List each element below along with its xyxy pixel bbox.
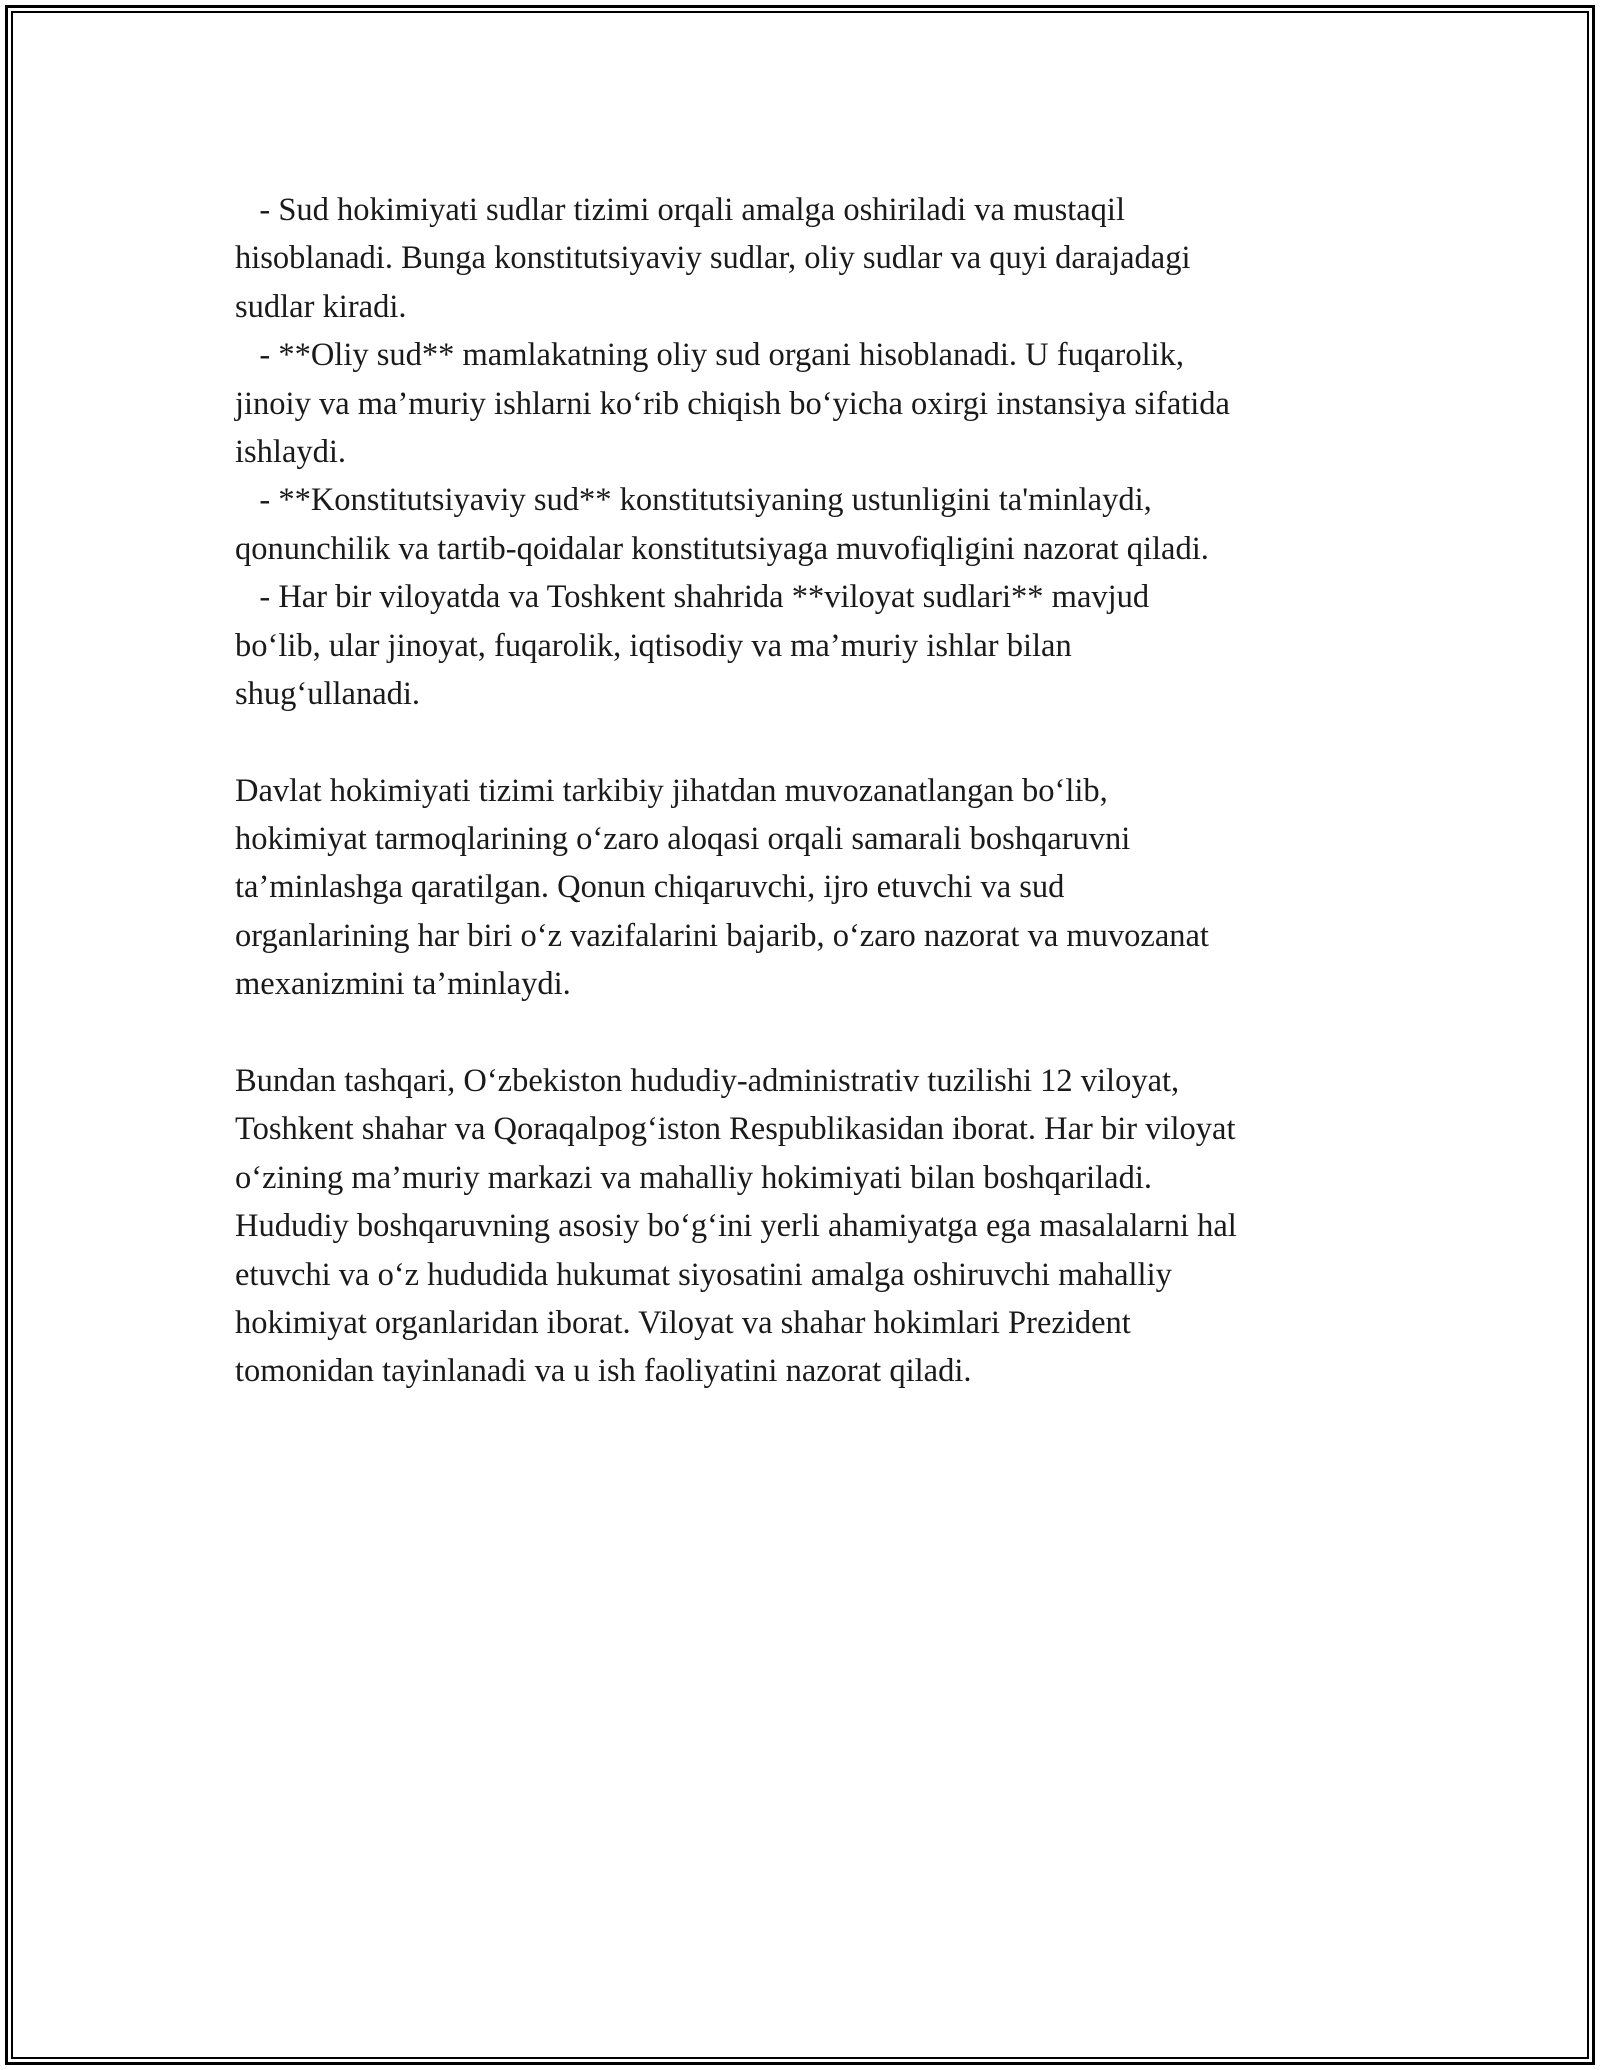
territorial-section bbox=[235, 1057, 1375, 1396]
text-line: etuvchi va o‘z hududida hukumat siyosatini amalga oshiruvchi mahalliy bbox=[235, 1256, 1172, 1293]
paragraph-gap bbox=[235, 1009, 1375, 1057]
text-line: - **Konstitutsiyaviy sud** konstitutsiyaning ustunligini ta'minlaydi, bbox=[235, 482, 1152, 519]
text-line: hokimiyat tarmoqlarining o‘zaro aloqasi orqali samarali boshqaruvni bbox=[235, 821, 1131, 858]
text-line: jinoiy va ma’muriy ishlarni ko‘rib chiqish bo‘yicha oxirgi instansiya sifatida bbox=[235, 385, 1230, 422]
text-line: Hududiy boshqaruvning asosiy bo‘g‘ini yerli ahamiyatga ega masalalarni hal bbox=[235, 1208, 1237, 1245]
document-body bbox=[235, 186, 1375, 1396]
text-line: - Sud hokimiyati sudlar tizimi orqali amalga oshiriladi va mustaqil bbox=[235, 192, 1125, 228]
text-line: Toshkent shahar va Qoraqalpog‘iston Respublikasidan iborat. Har bir viloyat bbox=[235, 1111, 1236, 1148]
text-line: ishlaydi. bbox=[235, 433, 347, 470]
balance-section bbox=[235, 767, 1375, 1009]
text-line: mexanizmini ta’minlaydi. bbox=[235, 966, 571, 1003]
text-line: hokimiyat organlaridan iborat. Viloyat va shahar hokimlari Prezident bbox=[235, 1304, 1131, 1341]
paragraph-gap bbox=[235, 718, 1375, 766]
text-line: hisoblanadi. Bunga konstitutsiyaviy sudlar, oliy sudlar va quyi darajadagi bbox=[235, 240, 1191, 277]
text-line: Bundan tashqari, O‘zbekiston hududiy-administrativ tuzilishi 12 viloyat, bbox=[235, 1063, 1180, 1100]
text-line: o‘zining ma’muriy markazi va mahalliy hokimiyati bilan boshqariladi. bbox=[235, 1159, 1152, 1196]
text-line: tomonidan tayinlanadi va u ish faoliyatini nazorat qiladi. bbox=[235, 1353, 972, 1390]
text-line: organlarining har biri o‘z vazifalarini bajarib, o‘zaro nazorat va muvozanat bbox=[235, 917, 1209, 954]
text-line: ta’minlashga qaratilgan. Qonun chiqaruvchi, ijro etuvchi va sud bbox=[235, 869, 1065, 906]
text-line: shug‘ullanadi. bbox=[235, 675, 421, 712]
text-line: Davlat hokimiyati tizimi tarkibiy jihatdan muvozanatlangan bo‘lib, bbox=[235, 772, 1108, 809]
text-line: - **Oliy sud** mamlakatning oliy sud organi hisoblanadi. U fuqarolik, bbox=[235, 337, 1185, 374]
text-line: bo‘lib, ular jinoyat, fuqarolik, iqtisodiy va ma’muriy ishlar bilan bbox=[235, 627, 1072, 664]
text-line: qonunchilik va tartib-qoidalar konstitutsiyaga muvofiqligini nazorat qiladi. bbox=[235, 530, 1209, 567]
judiciary-section bbox=[235, 186, 1375, 718]
text-line: - Har bir viloyatda va Toshkent shahrida **viloyat sudlari** mavjud bbox=[235, 579, 1150, 616]
text-line: sudlar kiradi. bbox=[235, 288, 407, 325]
